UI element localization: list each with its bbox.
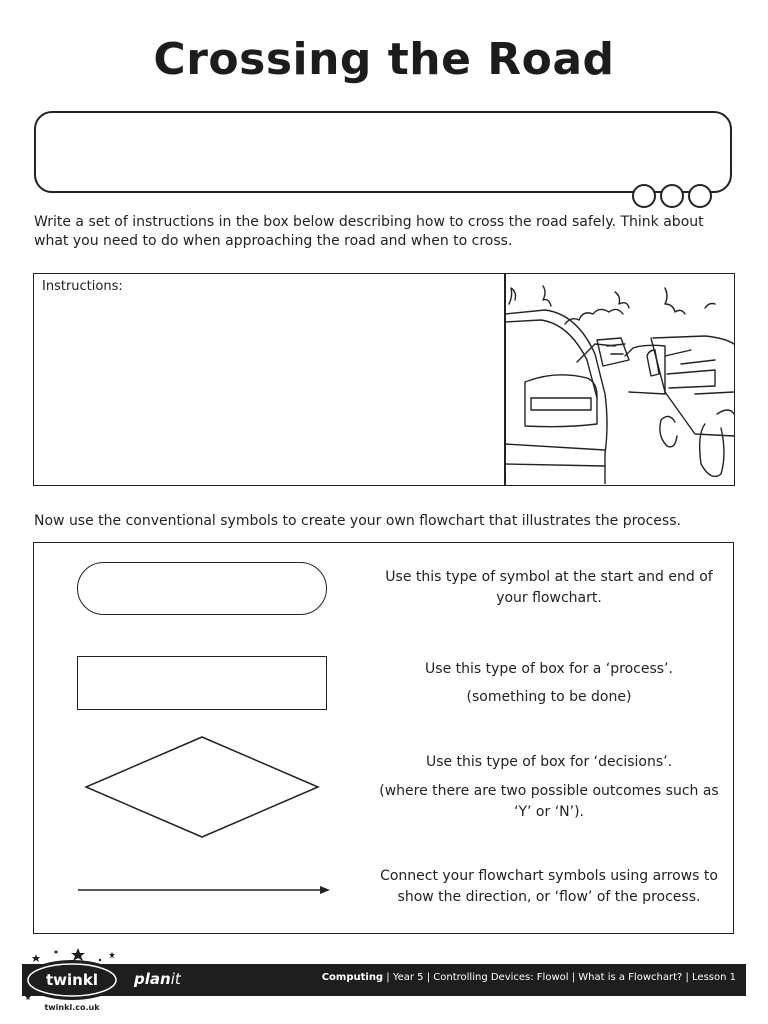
footer-lesson-info: [322, 972, 736, 983]
arrow-text: Connect your flowchart symbols using arrows to show the direction, or ‘flow’ of the process.: [380, 868, 718, 905]
planit-logo: [134, 970, 181, 988]
decorative-circle-icon: [660, 184, 684, 208]
arrow-description: [374, 866, 724, 908]
decision-symbol: [82, 735, 322, 839]
flowchart-symbols-box: [33, 542, 734, 934]
planit-suffix: it: [170, 970, 181, 988]
decision-text: Use this type of box for ‘decisions’.: [425, 754, 673, 770]
twinkl-logo-icon: [20, 944, 120, 1016]
banner-decoration: [632, 184, 714, 206]
title-banner-box: [34, 111, 732, 193]
twinkl-brand-text: twinkl: [46, 971, 98, 989]
arrow-symbol-icon: [76, 883, 332, 897]
decorative-circle-icon: [632, 184, 656, 208]
footer-details: | Year 5 | Controlling Devices: Flowol | What is a Flowchart? | Lesson 1: [383, 972, 736, 983]
footer-bar: [22, 964, 746, 996]
twinkl-site-text: twinkl.co.uk: [44, 1003, 100, 1012]
instructions-label: Instructions:: [42, 279, 123, 294]
road-traffic-illustration: [505, 274, 734, 484]
page-title: Crossing the Road: [153, 34, 615, 85]
instructions-prompt: Write a set of instructions in the box below describing how to cross the road safely. Think about what you need to do when approaching the road and when to cross.: [34, 214, 704, 249]
terminator-description: [374, 567, 724, 609]
planit-prefix: plan: [134, 970, 171, 988]
terminator-text: Use this type of symbol at the start and end of your flowchart.: [385, 569, 713, 606]
decorative-circle-icon: [688, 184, 712, 208]
process-text: Use this type of box for a ‘process’.: [425, 661, 673, 677]
decision-description: [374, 752, 724, 823]
process-note: (something to be done): [466, 689, 632, 705]
decision-note: (where there are two possible outcomes such as ‘Y’ or ‘N’).: [379, 783, 719, 820]
instructions-box[interactable]: [33, 273, 735, 486]
process-symbol: [77, 656, 327, 710]
terminator-symbol: [77, 562, 327, 615]
process-description: [374, 659, 724, 708]
footer-subject: Computing: [321, 972, 384, 983]
flowchart-prompt: Now use the conventional symbols to create your own flowchart that illustrates the process.: [34, 513, 681, 529]
